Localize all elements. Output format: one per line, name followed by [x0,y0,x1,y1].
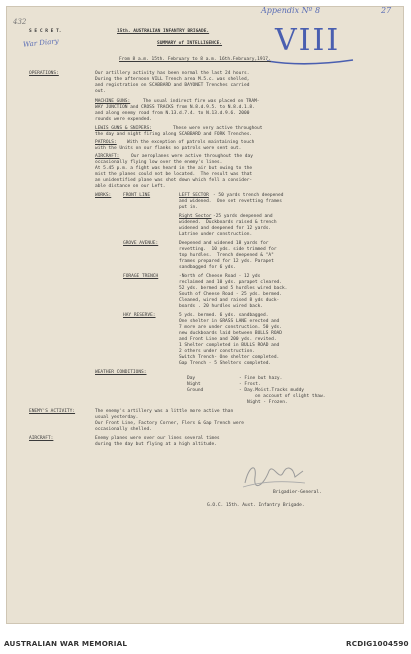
weather-what: - Day.Moist.Tracks muddy [239,388,305,393]
aircraft-line: able distance on our Left. [95,184,166,189]
secret-heading: S E C R E T. [29,29,62,34]
machine-guns-line: and along enemy road from N.13.d.7.4. to N.13.d.9.6. 2000 [95,111,250,116]
left-sector-line: - 50 yards trench deepened [213,193,284,198]
right-sector-line: -25 yards deepened and [213,214,273,219]
forage-trench-label: FORAGE TRENCH [123,274,159,279]
document-page [6,6,404,624]
enemy-activity-line: occasionally shelled. [95,427,152,432]
operations-line: and registration on SCABBARD and BAYONET Trenches carried [95,83,250,88]
operations-line: Our artillery activity has been normal the last 24 hours. [95,71,250,76]
hay-reserve-line: Switch Trench- One shelter completed. [179,355,280,360]
operations-line: out. [95,89,106,94]
lewis-guns-label: LEWIS GUNS & SNIPERS: [95,126,152,131]
aircraft-label: AIRCRAFT: [95,154,120,159]
hay-reserve-line: 1 Shelter completed in BULLS ROAD and [179,343,280,348]
forage-trench-line: 52 yds. bermed and 5 hurdles wired back. [179,286,288,291]
enemy-activity-line: The enemy's artillery was a little more active than [95,409,234,414]
patrols-line: with the Units on our flanks no patrols were sent out. [95,146,242,151]
summary-title: SUMMARY of INTELLIGENCE. [157,41,223,46]
hay-reserve-line: new duckboards laid between BULLS ROAD [179,331,282,336]
lewis-guns-line: the day and night firing along SCABBARD and FORK Trenches. [95,132,253,137]
right-sector-label: Right Sector [179,214,212,219]
weather-when: Night [187,382,201,387]
hay-reserve-line: 7 more are under construction. 50 yds. [179,325,282,330]
roman-underline-mark [265,57,357,69]
signature-unit: G.O.C. 15th. Aust. Infantry Brigade. [207,503,305,508]
hay-reserve-line: 2 others under construction. [179,349,255,354]
patrols-line: With the exception of patrols maintaining touch [127,140,255,145]
enemy-activity-line: Our Front Line, Factory Corner, Flers & Gap Trench were [95,421,245,426]
weather-label: WEATHER CONDITIONS: [95,370,147,375]
aircraft-line: At 5.45 p.m. a fight was heard in the air but owing to the [95,166,253,171]
machine-guns-label: MACHINE GUNS: [95,99,131,104]
aircraft-line: an unidentified plane was shot down which fell a consider- [95,178,253,183]
aircraft-line: mist the planes could not be located. The result was that [95,172,253,177]
right-sector-line: widened and deepened for 12 yards. [179,226,272,231]
corner-number-annotation: 432 [13,18,27,26]
enemy-aircraft-line: Enemy planes were over our lines several times [95,436,220,441]
footer-record-id: RCDIG1004590 [346,639,409,648]
hay-reserve-line: One shelter in GRASS LANE erected and [179,319,280,324]
grove-avenue-line: sandbagged for 6 yds. [179,265,236,270]
brigade-heading: 15th. AUSTRALIAN INFANTRY BRIGADE. [117,29,210,34]
right-sector-line: widened. Duckboards raised & trench [179,220,277,225]
archive-footer [0,636,411,654]
weather-when: Ground [187,388,204,393]
forage-trench-line: South of Cheese Road - 25 yds. bermed. [179,292,282,297]
hay-reserve-line: 5 yds. bermed. 6 yds. sandbagged. [179,313,269,318]
aircraft-line: occasionally flying low over the enemy's lines. [95,160,223,165]
footer-institution: AUSTRALIAN WAR MEMORIAL [4,639,128,648]
roman-numeral-annotation: VIII [275,23,341,58]
left-sector-line: put in. [179,205,198,210]
forage-trench-line: reclaimed and 10 yds. parapet cleared. [179,280,282,285]
enemy-activity-label: ENEMY'S ACTIVITY: [29,409,76,414]
machine-guns-line: WAY JUNCTION and CROSS TRACKS from N.8.d.9.5. to N.8.d.1.8. [95,105,255,110]
enemy-aircraft-line: during the day but flying at a high altitude. [95,442,217,447]
hay-reserve-line: Gap Trench - 5 Shelters completed. [179,361,272,366]
left-sector-line: and widened. One set revetting frames [179,199,282,204]
patrols-label: PATROLS: [95,140,117,145]
weather-what: - Frost. [239,382,261,387]
grove-avenue-line: Deepened and widened 18 yards for [179,241,269,246]
lewis-guns-line: These were very active throughout [173,126,263,131]
left-sector-label: LEFT SECTOR [179,193,209,198]
weather-what: - Fine but hazy. [239,376,283,381]
forage-trench-line: Cleaned, wired and raised 8 yds duck- [179,298,280,303]
weather-when: Day [187,376,196,381]
period-line: From 8 a.m. 15th. February to 8 a.m. 16th.February,1917. [119,57,271,62]
works-label: WORKS: [95,193,112,198]
handwritten-signature [239,459,309,491]
enemy-aircraft-label: AIRCRAFT: [29,436,54,441]
grove-avenue-label: GROVE AVENUE: [123,241,159,246]
machine-guns-line: The usual indirect fire was placed on TRAM- [143,99,260,104]
operations-label: OPERATIONS: [29,71,59,76]
operations-line: During the afternoon VILL Trench area M.5.c. was shelled, [95,77,250,82]
appendix-annotation: Appendix Nº 8 [261,6,321,15]
signature-rank: Brigadier-General. [273,490,322,495]
aircraft-line: Our aeroplanes were active throughout the day [131,154,253,159]
weather-extra: on account of slight thaw. [255,394,326,399]
grove-avenue-line: frames prepared for 12 yds. Parapet [179,259,274,264]
grove-avenue-line: top hurdles. Trench deepened & "A" [179,253,274,258]
front-line-label: FRONT LINE [123,193,151,198]
war-diary-annotation: War Diary [22,37,59,49]
page-number-annotation: 27 [381,6,392,15]
weather-extra: Night - Frozen. [247,400,288,405]
forage-trench-line: boards . 20 hurdles wired back. [179,304,263,309]
right-sector-line: Latrine under construction. [179,232,253,237]
machine-guns-line: rounds were expended. [95,117,152,122]
forage-trench-line: -North of Cheese Road - 12 yds [179,274,261,279]
hay-reserve-line: and Front Line and 200 yds. revited. [179,337,277,342]
grove-avenue-line: revetting. 10 yds. side trimmed for [179,247,277,252]
enemy-activity-line: usual yesterday. [95,415,139,420]
hay-reserve-label: HAY RESERVE: [123,313,156,318]
